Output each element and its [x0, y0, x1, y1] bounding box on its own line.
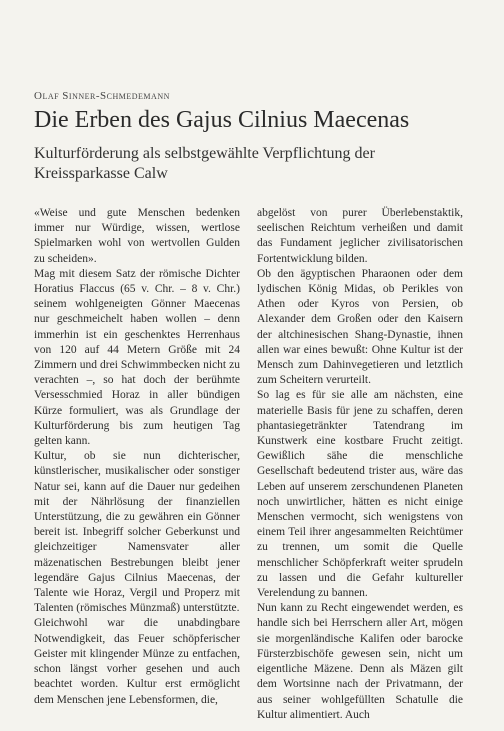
paragraph: Gleichwohl war die unabdingbare Notwendigkeit, das Feuer schöpferischer Geister mit klingender Münze zu entfachen, schon längst vorher gesehen und auch beachtet worden. Kultur erst ermöglicht dem Menschen jene Lebensformen, die, [34, 617, 240, 706]
paragraph: Nun kann zu Recht eingewendet werden, es handle sich bei Herrschern aller Art, mögen sie morgenländische Kalifen oder barocke Fürsterzbischöfe gewesen sein, nicht um eigentliche Mäzene. Denn als Mäzen gilt dem Wortsinne nach der Privatmann, der aus seiner wohlgefüllten Schatulle die Kultur alimentiert. Auch [257, 602, 463, 721]
paragraph: abgelöst von purer Überlebenstaktik, seelischen Reichtum verheißen und damit das Fundament jeglicher zivilisatorischen Fortentwicklung bilden. [257, 207, 463, 265]
paragraph: «Weise und gute Menschen bedenken immer nur Würdige, wissen, wertlose Spielmarken wohl von wertvollen Gulden zu scheiden». [34, 207, 240, 265]
text-column-right [257, 206, 463, 723]
paragraph: So lag es für sie alle am nächsten, eine materielle Basis für jene zu schaffen, deren phantasiegetränkter Tatendrang im Kunstwerk eine kostbare Frucht zeitigt. Gewißlich sähe die menschliche Gesellschaft bedeutend trister aus, wäre das Leben auf unserem zerschundenen Planeten noch unwirtlicher, hätten es nicht einige Menschen vermocht, sich wenigstens von einem Teil ihrer angesammelten Reichtümer zu trennen, um somit die Quelle menschlicher Schöpferkraft weiter sprudeln zu lassen und die Gefahr kultureller Verelendung zu bannen. [257, 389, 463, 600]
paragraph: Kultur, ob sie nun dichterischer, künstlerischer, musikalischer oder sonstiger Natur sei, kann auf die Dauer nur gedeihen mit der Nährlösung der finanziellen Unterstützung, die zu gewähren ein Gönner bereit ist. Inbegriff solcher Geberkunst und gleichzeitiger Namensvater aller mäzenatischen Bestrebungen bleibt jener legendäre Gajus Cilnius Maecenas, der Talente wie Horaz, Vergil und Properz mit Talenten (römisches Münzmaß) unterstützte. [34, 450, 240, 615]
article-title: Die Erben des Gajus Cilnius Maecenas [34, 107, 410, 133]
article-subtitle: Kulturförderung als selbstgewählte Verpflichtung der Kreissparkasse Calw [34, 145, 375, 182]
author-name: Olaf Sinner-Schmedemann [34, 90, 170, 102]
text-column-left [34, 206, 240, 708]
paragraph: Mag mit diesem Satz der römische Dichter Horatius Flaccus (65 v. Chr. – 8 v. Chr.) seinem wohlgeneigten Gönner Maecenas nur geschmeichelt haben wollen – denn immerhin ist ein geschenktes Herrenhaus von 120 auf 44 Metern Größe mit 24 Zimmern und drei Schwimmbecken nicht zu verachten –, so hat doch der berühmte Versesschmied Horaz in aller bündigen Kürze formuliert, was als Grundlage der Kulturförderung bis zum heutigen Tag gelten kann. [34, 267, 240, 448]
paragraph: Ob den ägyptischen Pharaonen oder dem lydischen König Midas, ob Perikles von Athen oder Kyros von Persien, ob Alexander dem Großen oder den Kaisern der altchinesischen Shang-Dynastie, ihnen allen war eines bewußt: Ohne Kultur ist der Mensch zum Dahinvegetieren und letztlich zum Scheitern verurteilt. [257, 267, 463, 387]
